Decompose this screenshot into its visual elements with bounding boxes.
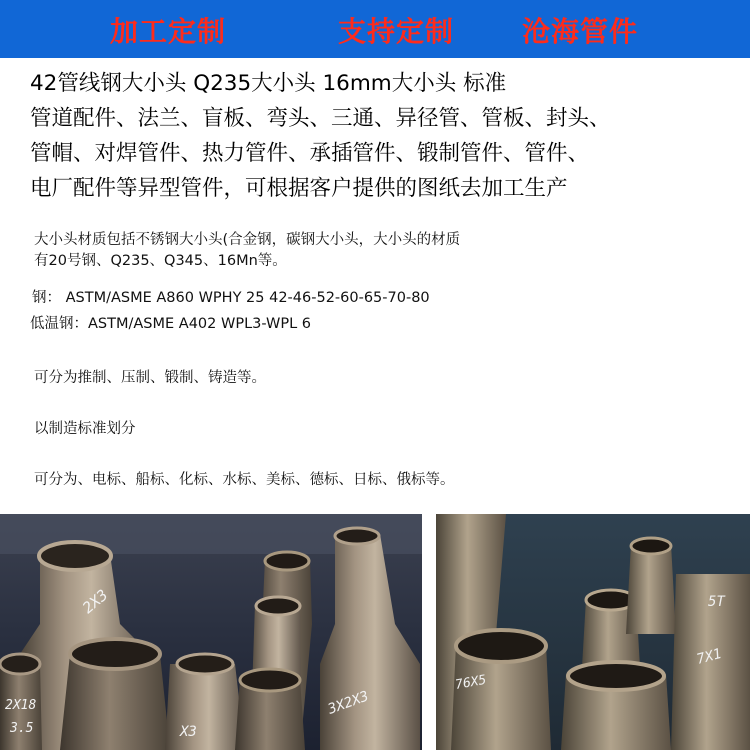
chalk-label: X3 [180,724,197,740]
low-temp-steel-text: 低温钢：ASTM/ASME A402 WPL3-WPL 6 [30,316,312,332]
chalk-label: 5T [708,594,725,610]
headline-line: 42管线钢大小头 Q235大小头 16mm大小头 标准 [30,71,507,96]
banner-text-custom-support: 支持定制 [338,15,455,48]
reducers-photo-right [436,514,750,750]
reducers-photo-left [0,514,422,750]
banner-text-custom-processing: 加工定制 [110,15,227,48]
steel-standard-text: 钢： ASTM/ASME A860 WPHY 25 42-46-52-60-65-70-80 [32,290,430,306]
reducers-photo-right-image [436,514,750,750]
materials-line: 有20号钢、Q235、Q345、16Mn等。 [34,253,287,269]
headline-line: 管帽、对焊管件、热力管件、承插管件、锻制管件、管件、 [30,141,590,166]
process-text: 可分为推制、压制、锻制、铸造等。 [34,370,266,386]
chalk-label: 2X3 [79,585,112,618]
chalk-label: 2X18 [5,698,37,713]
chalk-label: 3X2X3 [325,688,371,718]
headline-line: 电厂配件等异型管件，可根据客户提供的图纸去加工生产 [30,176,568,201]
headline [30,66,745,206]
banner-text-brand: 沧海管件 [522,15,639,48]
standard-division-text: 以制造标准划分 [34,421,136,437]
standards-list-text: 可分为、电标、船标、化标、水标、美标、德标、日标、俄标等。 [34,472,455,488]
materials-paragraph [34,230,460,272]
chalk-label: 7X1 [694,645,724,668]
materials-line: 大小头材质包括不锈钢大小头(合金钢，碳钢大小头，大小头的材质 [34,232,461,248]
headline-line: 管道配件、法兰、盲板、弯头、三通、异径管、管板、封头、 [30,106,611,131]
chalk-label: 3.5 [10,721,34,736]
reducers-photo-left-image [0,514,422,750]
chalk-label: 76X5 [454,672,488,693]
top-banner [0,0,750,58]
